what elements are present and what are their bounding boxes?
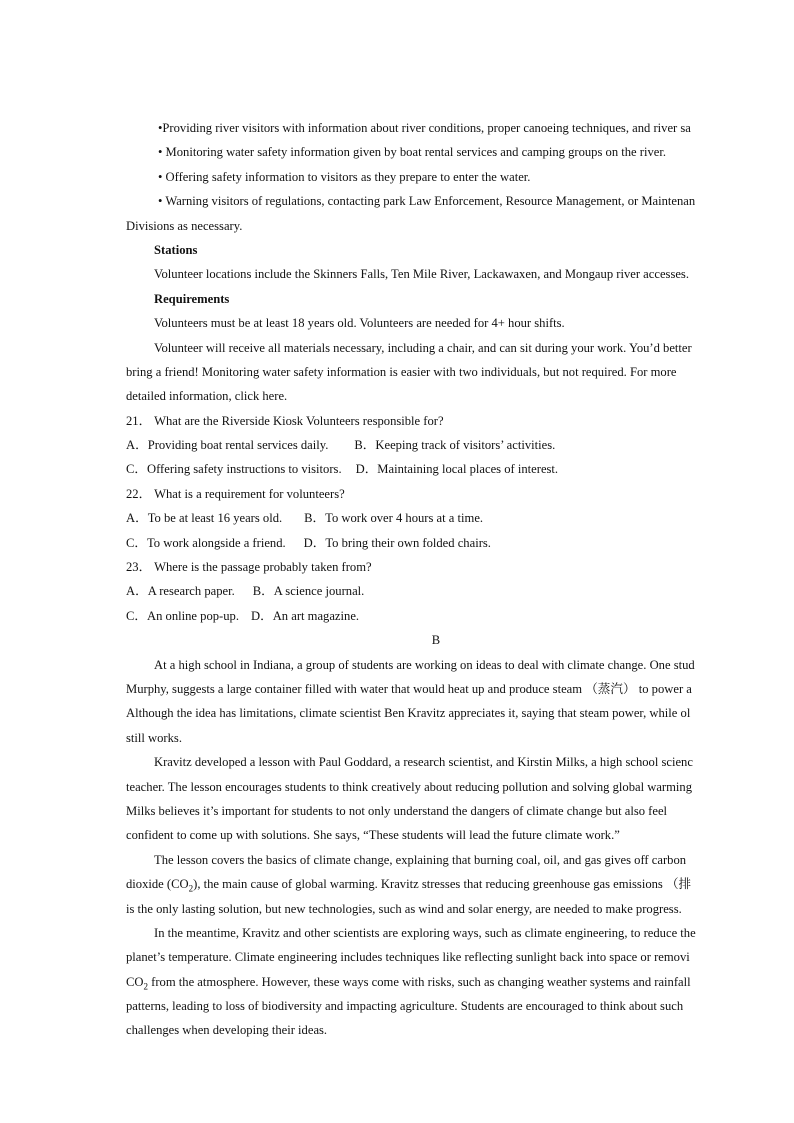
requirements-heading: Requirements [154,291,230,306]
bullet-item: • Warning visitors of regulations, contacting park Law Enforcement, Resource Management, or Maintenan [158,194,696,209]
paragraph-line: challenges when developing their ideas. [126,1023,328,1038]
document-body [126,116,738,1043]
question-23-options-ab [126,579,738,603]
option-a: A．Providing boat rental services daily. [126,438,329,453]
question-21-options-cd [126,457,738,481]
paragraph-line: In the meantime, Kravitz and other scientists are exploring ways, such as climate engineering, to reduce the [154,925,696,940]
paragraph-line [126,970,738,994]
paragraph-line [126,872,738,896]
paragraph-line: The lesson covers the basics of climate change, explaining that burning coal, oil, and gas gives off carbon [154,852,687,867]
paragraph-line: teacher. The lesson encourages students to think creatively about reducing pollution and solving global warming [126,779,692,794]
subscript: 2 [188,883,194,894]
question-23-options-cd [126,604,738,628]
question-21-options-ab [126,433,738,457]
option-c: C．An online pop-up. [126,608,239,623]
question-23-stem: 23． Where is the passage probably taken from? [126,560,372,575]
option-c: C．Offering safety instructions to visitors. [126,462,342,477]
requirements-text: Volunteers must be at least 18 years old. Volunteers are needed for 4+ hour shifts. [154,316,565,331]
requirements-paragraph-line: Volunteer will receive all materials necessary, including a chair, and can sit during your work. You’d better [154,340,692,355]
paragraph-line: is the only lasting solution, but new technologies, such as wind and solar energy, are needed to make progress. [126,901,682,916]
bullet-continuation: Divisions as necessary. [126,218,243,233]
text-run: dioxide (CO [126,877,189,892]
requirements-paragraph-line: detailed information, click here. [126,389,288,404]
text-run: from the atmosphere. However, these ways come with risks, such as changing weather systems and rainfall [148,974,691,989]
paragraph-line: confident to come up with solutions. She says, “These students will lead the future climate work.” [126,828,620,843]
option-d: D．Maintaining local places of interest. [355,462,559,477]
question-22-stem: 22． What is a requirement for volunteers? [126,486,345,501]
stations-text: Volunteer locations include the Skinners Falls, Ten Mile River, Lackawaxen, and Mongaup river accesses. [154,267,689,282]
option-d: D．An art magazine. [251,608,360,623]
option-a: A．A research paper. [126,584,235,599]
paragraph-line: Kravitz developed a lesson with Paul Goddard, a research scientist, and Kirstin Milks, a high school scienc [154,755,693,770]
subscript: 2 [143,981,148,992]
paragraph-line: Although the idea has limitations, climate scientist Ben Kravitz appreciates it, saying that steam power, while ol [126,706,691,721]
paragraph-line: patterns, leading to loss of biodiversity and impacting agriculture. Students are encouraged to think about such [126,999,684,1014]
question-22-options-cd [126,531,738,555]
option-b: B．To work over 4 hours at a time. [304,511,484,526]
bullet-item: • Monitoring water safety information given by boat rental services and camping groups on the river. [158,145,667,160]
text-run: CO [126,974,144,989]
question-22-options-ab [126,506,738,530]
paragraph-line: still works. [126,730,182,745]
paragraph-line: planet’s temperature. Climate engineering includes techniques like reflecting sunlight back into space or removi [126,950,690,965]
stations-heading: Stations [154,242,198,257]
question-21-stem: 21． What are the Riverside Kiosk Volunteers responsible for? [126,413,444,428]
text-run: ), the main cause of global warming. Kravitz stresses that reducing greenhouse gas emissions （排 [193,877,692,892]
requirements-paragraph-line: bring a friend! Monitoring water safety information is easier with two individuals, but not required. For more [126,364,677,379]
option-a: A．To be at least 16 years old. [126,511,283,526]
bullet-item: • Offering safety information to visitors as they prepare to enter the water. [158,169,531,184]
section-b-heading: B [431,633,441,648]
bullet-item: •Providing river visitors with information about river conditions, proper canoeing techniques, and river sa [158,121,691,135]
option-c: C．To work alongside a friend. [126,535,286,550]
paragraph-line: At a high school in Indiana, a group of students are working on ideas to deal with climate change. One stud [154,657,695,672]
option-b: B．A science journal. [252,584,365,599]
option-b: B．Keeping track of visitors’ activities. [354,438,556,453]
paragraph-line: Murphy, suggests a large container filled with water that would heat up and produce steam （蒸汽） to power a [126,681,692,696]
paragraph-line: Milks believes it’s important for students to not only understand the dangers of climate change but also feel [126,803,668,818]
option-d: D．To bring their own folded chairs. [303,535,491,550]
